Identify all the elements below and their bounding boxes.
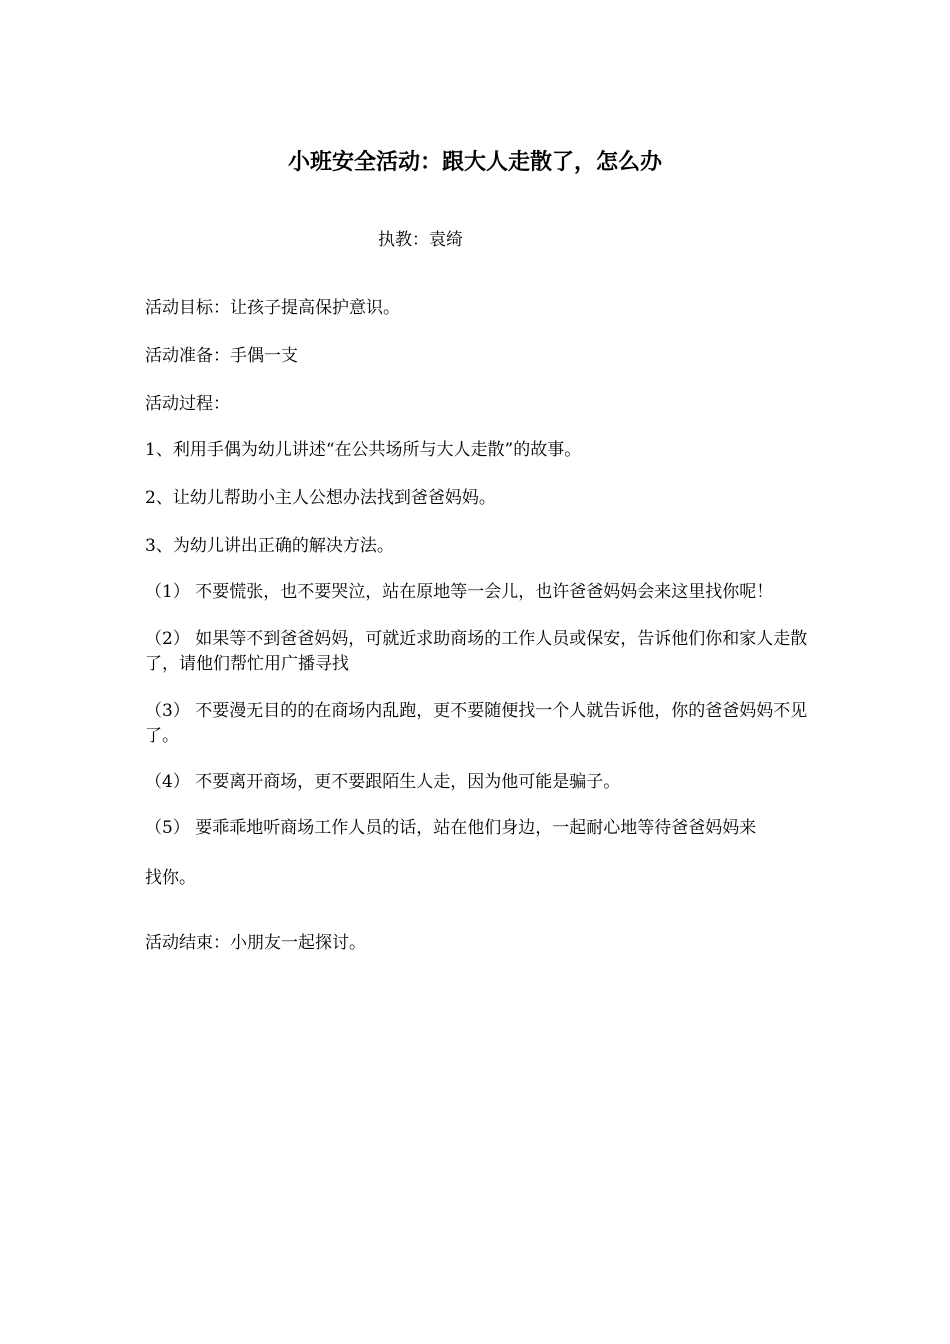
activity-process-heading: 活动过程：	[145, 394, 230, 414]
method-item: （1） 不要慌张，也不要哭泣，站在原地等一会儿，也许爸爸妈妈会来这里找你呢！	[145, 582, 774, 602]
activity-goal: 活动目标：让孩子提高保护意识。	[145, 298, 400, 318]
author-line: 执教：袁绮	[378, 230, 463, 250]
method-item: （5） 要乖乖地听商场工作人员的话，站在他们身边，一起耐心地等待爸爸妈妈来	[145, 818, 757, 838]
method-item: （3） 不要漫无目的的在商场内乱跑，更不要随便找一个人就告诉他，你的爸爸妈妈不见了。	[145, 701, 808, 746]
method-item-continuation: 找你。	[145, 868, 196, 888]
activity-preparation: 活动准备：手偶一支	[145, 346, 298, 366]
activity-ending: 活动结束：小朋友一起探讨。	[145, 933, 366, 953]
method-item: （4） 不要离开商场，更不要跟陌生人走，因为他可能是骗子。	[145, 772, 621, 792]
method-item: （2） 如果等不到爸爸妈妈，可就近求助商场的工作人员或保安，告诉他们你和家人走散了，请他们帮忙用广播寻找	[145, 629, 808, 674]
document-title: 小班安全活动：跟大人走散了，怎么办	[287, 150, 662, 175]
process-step: 2、让幼儿帮助小主人公想办法找到爸爸妈妈。	[145, 488, 496, 508]
process-step: 1、利用手偶为幼儿讲述“在公共场所与大人走散”的故事。	[145, 440, 582, 460]
process-step: 3、为幼儿讲出正确的解决方法。	[145, 536, 394, 556]
